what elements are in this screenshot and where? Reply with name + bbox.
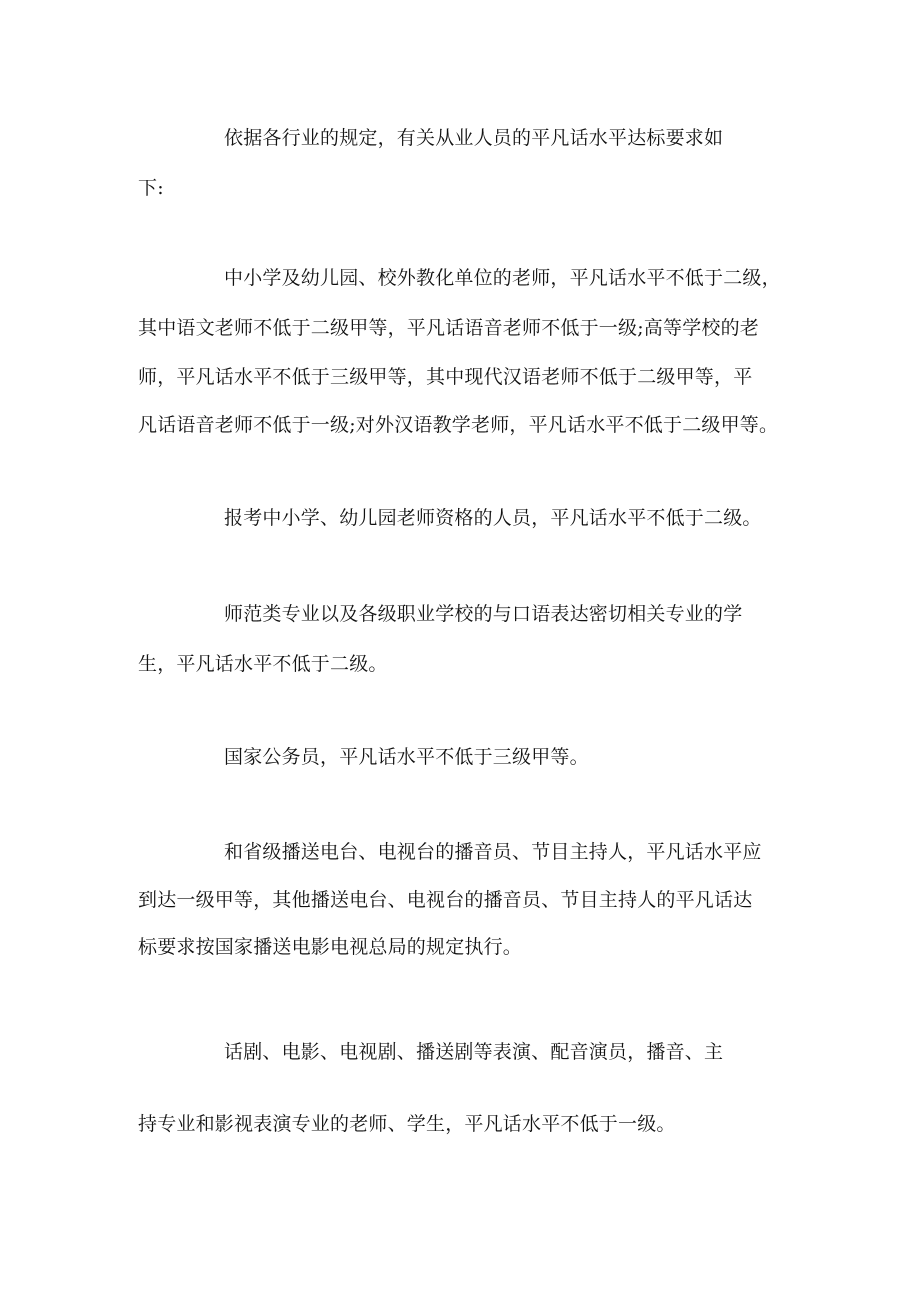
paragraph-students-line-2: 生，平凡话水平不低于二级。	[138, 653, 388, 675]
paragraph-teacher-applicants-line-1: 报考中小学、幼儿园老师资格的人员，平凡话水平不低于二级。	[224, 507, 762, 529]
paragraph-intro-line-1: 依据各行业的规定，有关从业人员的平凡话水平达标要求如	[224, 127, 724, 149]
paragraph-teachers-line-4: 凡话语音老师不低于一级;对外汉语教学老师，平凡话水平不低于二级甲等。	[138, 414, 779, 436]
paragraph-performers-line-2: 持专业和影视表演专业的老师、学生，平凡话水平不低于一级。	[138, 1113, 676, 1135]
paragraph-civil-servants-line-1: 国家公务员，平凡话水平不低于三级甲等。	[224, 746, 589, 768]
paragraph-teachers-line-3: 师，平凡话水平不低于三级甲等，其中现代汉语老师不低于二级甲等，平	[138, 366, 753, 388]
paragraph-teachers-line-2: 其中语文老师不低于二级甲等，平凡话语音老师不低于一级;高等学校的老	[138, 317, 760, 339]
paragraph-broadcasters-line-3: 标要求按国家播送电影电视总局的规定执行。	[138, 936, 523, 958]
paragraph-broadcasters-line-1: 和省级播送电台、电视台的播音员、节目主持人，平凡话水平应	[224, 841, 762, 863]
paragraph-teachers-line-1: 中小学及幼儿园、校外教化单位的老师，平凡话水平不低于二级，	[224, 267, 781, 289]
paragraph-broadcasters-line-2: 到达一级甲等，其他播送电台、电视台的播音员、节目主持人的平凡话达	[138, 889, 753, 911]
paragraph-intro-line-2: 下:	[138, 177, 164, 199]
paragraph-students-line-1: 师范类专业以及各级职业学校的与口语表达密切相关专业的学	[224, 603, 743, 625]
paragraph-performers-line-1: 话剧、电影、电视剧、播送剧等表演、配音演员，播音、主	[224, 1041, 724, 1063]
